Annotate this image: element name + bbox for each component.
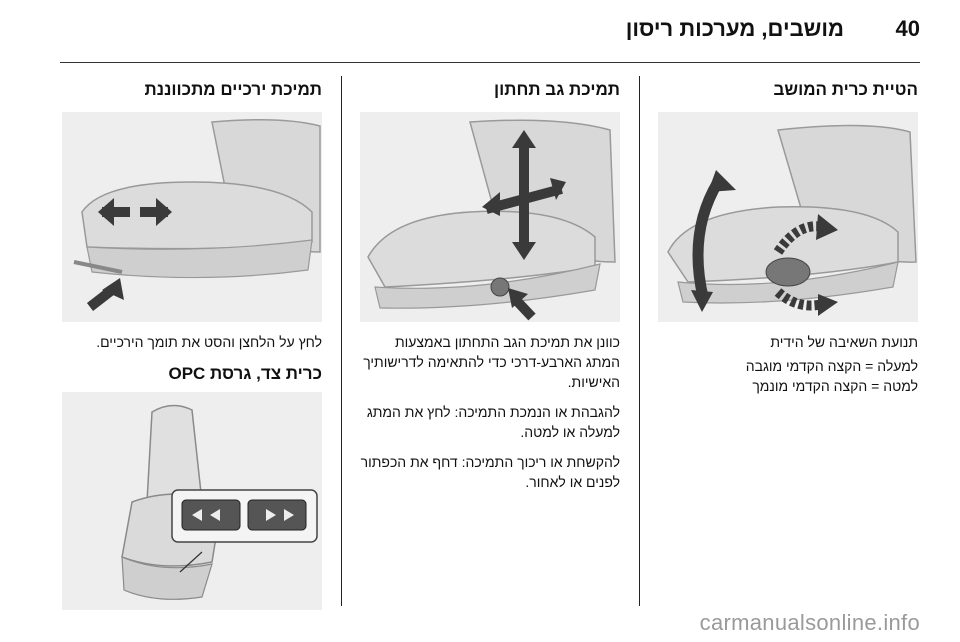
section-title: תמיכת גב תחתון — [494, 80, 620, 99]
subsection-title: כרית צד, גרסת OPC — [168, 364, 322, 383]
section-thigh-support — [62, 76, 322, 610]
section-title: הטיית כרית המושב — [773, 80, 918, 99]
page-number: 40 — [895, 16, 920, 41]
paragraph: לחץ על הלחצן והסט את תומך הירכיים. — [96, 334, 322, 350]
paragraph: להגבהת או הנמכת התמיכה: לחץ את המתג למעלה או למטה. — [366, 404, 620, 440]
section-title: תמיכת ירכיים מתכווננת — [144, 80, 322, 99]
section-lumbar-support — [360, 76, 620, 492]
paragraph: תנועת השאיבה של הידית — [770, 334, 918, 350]
page-header — [60, 0, 920, 63]
lumbar-support-illustration — [360, 112, 620, 322]
chapter-title: מושבים, מערכות ריסון — [625, 16, 844, 41]
column-divider — [639, 76, 640, 606]
watermark: carmanualsonline.info — [699, 610, 920, 635]
column-divider — [341, 76, 342, 606]
thigh-support-illustration — [62, 112, 322, 322]
seat-tilt-illustration — [658, 112, 918, 322]
side-bolster-illustration — [62, 392, 322, 610]
section-seat-tilt — [658, 76, 918, 396]
paragraph: למעלה = הקצה הקדמי מוגבה — [745, 358, 918, 374]
paragraph: כוונן את תמיכת הגב התחתון באמצעות המתג הארבע-דרכי כדי להתאימה לדרישותיך האישיות. — [363, 334, 620, 390]
paragraph: למטה = הקצה הקדמי מונמך — [752, 378, 918, 394]
paragraph: להקשחת או ריכוך התמיכה: דחף את הכפתור לפנים או לאחור. — [360, 454, 620, 490]
